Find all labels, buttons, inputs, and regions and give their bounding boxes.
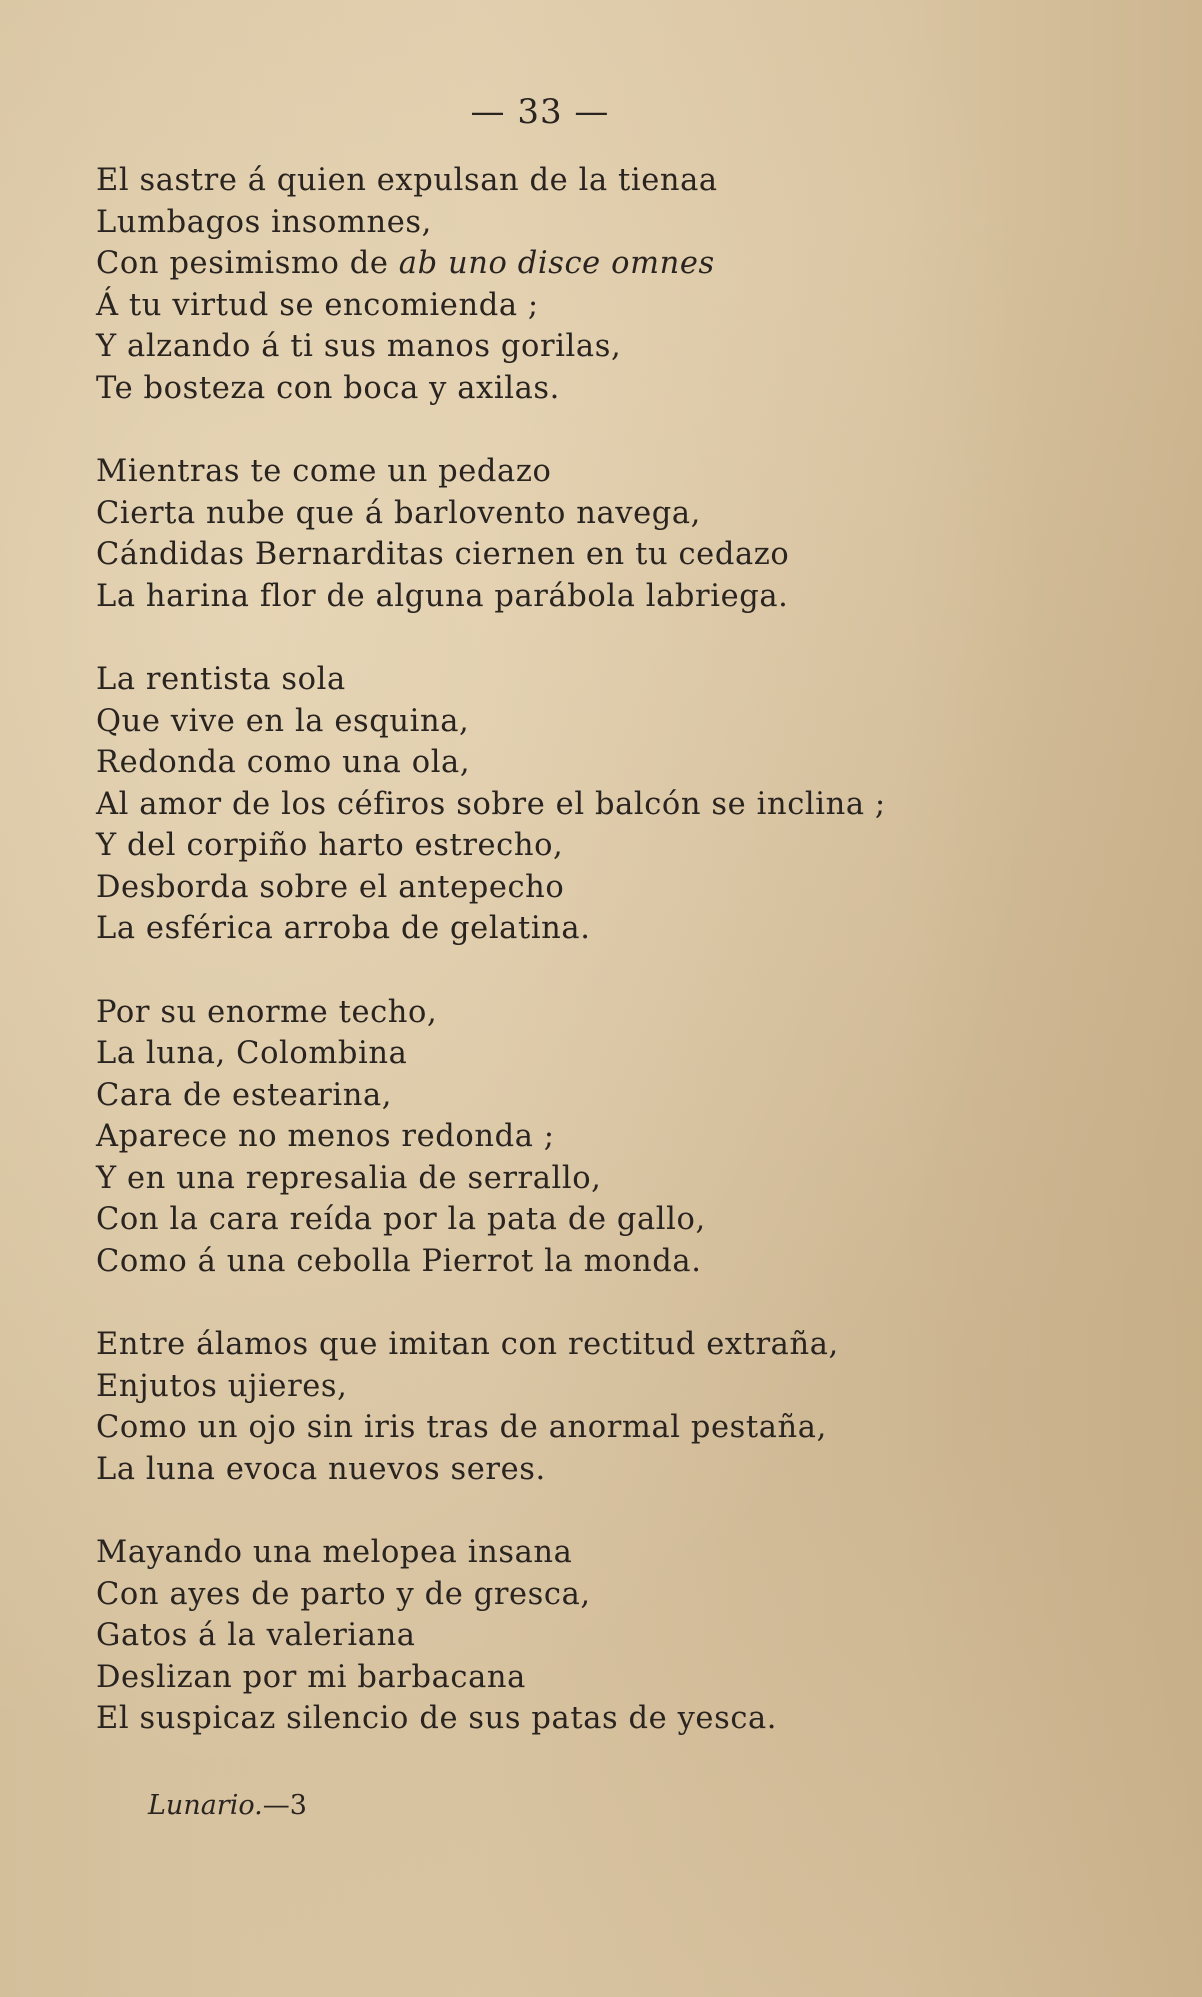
- line-text: Enjutos ujieres,: [96, 1368, 348, 1404]
- line-text: Cándidas Bernarditas ciernen en tu cedazo: [96, 537, 790, 572]
- line-text: Como un ojo sin iris tras de anormal pestaña,: [96, 1410, 827, 1445]
- line-text: Deslizan por mi barbacana: [96, 1659, 526, 1695]
- line-text: Con ayes de parto y de gresca,: [96, 1576, 591, 1612]
- line-text: Cierta nube que á barlovento navega,: [96, 495, 701, 531]
- stanza: [96, 659, 1156, 950]
- line-text: Como á una cebolla Pierrot la monda.: [96, 1243, 702, 1279]
- line-text: Á tu virtud se encomienda ;: [96, 287, 539, 323]
- poem-line: [96, 1241, 1156, 1283]
- poem-line: [96, 534, 1156, 576]
- poem-line: [96, 1698, 1156, 1740]
- sheet-number: —3: [262, 1790, 307, 1821]
- poem-line: [96, 1532, 1156, 1574]
- line-text: El suspicaz silencio de sus patas de yesca.: [96, 1701, 778, 1736]
- poem-line: [96, 1075, 1156, 1117]
- stanza: [96, 160, 1156, 409]
- line-text: La rentista sola: [96, 662, 346, 697]
- line-text: Y del corpiño harto estrecho,: [96, 828, 564, 863]
- line-text: Con pesimismo de: [96, 246, 399, 281]
- poem-line: [96, 243, 1156, 285]
- poem-line: [96, 160, 1156, 202]
- stanza: [96, 451, 1156, 617]
- line-text: Con la cara reída por la pata de gallo,: [96, 1202, 706, 1237]
- poem-line: [96, 1116, 1156, 1158]
- stanza: [96, 1324, 1156, 1490]
- poem-line: [96, 908, 1156, 950]
- line-text: Desborda sobre el antepecho: [96, 869, 565, 905]
- line-text: La luna evoca nuevos seres.: [96, 1451, 546, 1487]
- poem-line: [96, 1033, 1156, 1075]
- line-text: Cara de estearina,: [96, 1077, 393, 1113]
- poem-line: [96, 202, 1156, 244]
- stanza: [96, 1532, 1156, 1740]
- poem-line: [96, 701, 1156, 743]
- poem-line: [96, 784, 1156, 826]
- poem-line: [96, 825, 1156, 867]
- line-text: Por su enorme techo,: [96, 994, 438, 1030]
- signature-title: Lunario.: [148, 1790, 263, 1821]
- poem-line: [96, 1407, 1156, 1449]
- poem-line: [96, 1324, 1156, 1366]
- poem-line: [96, 742, 1156, 784]
- stanza: [96, 992, 1156, 1283]
- line-text: La harina flor de alguna parábola labriega.: [96, 578, 789, 614]
- poem-line: [96, 1615, 1156, 1657]
- poem-line: [96, 1574, 1156, 1616]
- poem-line: [96, 576, 1156, 618]
- poem-line: [96, 451, 1156, 493]
- line-text: Que vive en la esquina,: [96, 703, 470, 739]
- line-text: Lumbagos insomnes,: [96, 204, 432, 240]
- poem-line: [96, 1199, 1156, 1241]
- line-text: La esférica arroba de gelatina.: [96, 911, 591, 946]
- latin-phrase: ab uno disce omnes: [398, 246, 715, 281]
- line-text: El sastre á quien expulsan de la tienaa: [96, 163, 718, 198]
- poem-line: [96, 867, 1156, 909]
- line-text: Redonda como una ola,: [96, 745, 471, 780]
- printer-signature: [148, 1790, 307, 1821]
- line-text: La luna, Colombina: [96, 1036, 408, 1071]
- line-text: Mayando una melopea insana: [96, 1535, 573, 1570]
- page-number: — 33 —: [470, 92, 610, 132]
- poem-line: [96, 493, 1156, 535]
- poem-line: [96, 659, 1156, 701]
- line-text: Aparece no menos redonda ;: [96, 1119, 555, 1154]
- line-text: Y en una represalia de serrallo,: [96, 1160, 602, 1196]
- poem-line: [96, 368, 1156, 410]
- poem-body: [96, 160, 1156, 1782]
- poem-line: [96, 992, 1156, 1034]
- poem-line: [96, 1449, 1156, 1491]
- poem-line: [96, 1657, 1156, 1699]
- poem-line: [96, 1366, 1156, 1408]
- line-text: Te bosteza con boca y axilas.: [96, 370, 560, 406]
- line-text: Y alzando á ti sus manos gorilas,: [96, 329, 622, 364]
- poem-line: [96, 326, 1156, 368]
- poem-line: [96, 285, 1156, 327]
- line-text: Gatos á la valeriana: [96, 1618, 416, 1653]
- line-text: Mientras te come un pedazo: [96, 454, 552, 489]
- line-text: Entre álamos que imitan con rectitud extraña,: [96, 1327, 839, 1362]
- line-text: Al amor de los céfiros sobre el balcón se inclina ;: [96, 786, 886, 822]
- poem-line: [96, 1158, 1156, 1200]
